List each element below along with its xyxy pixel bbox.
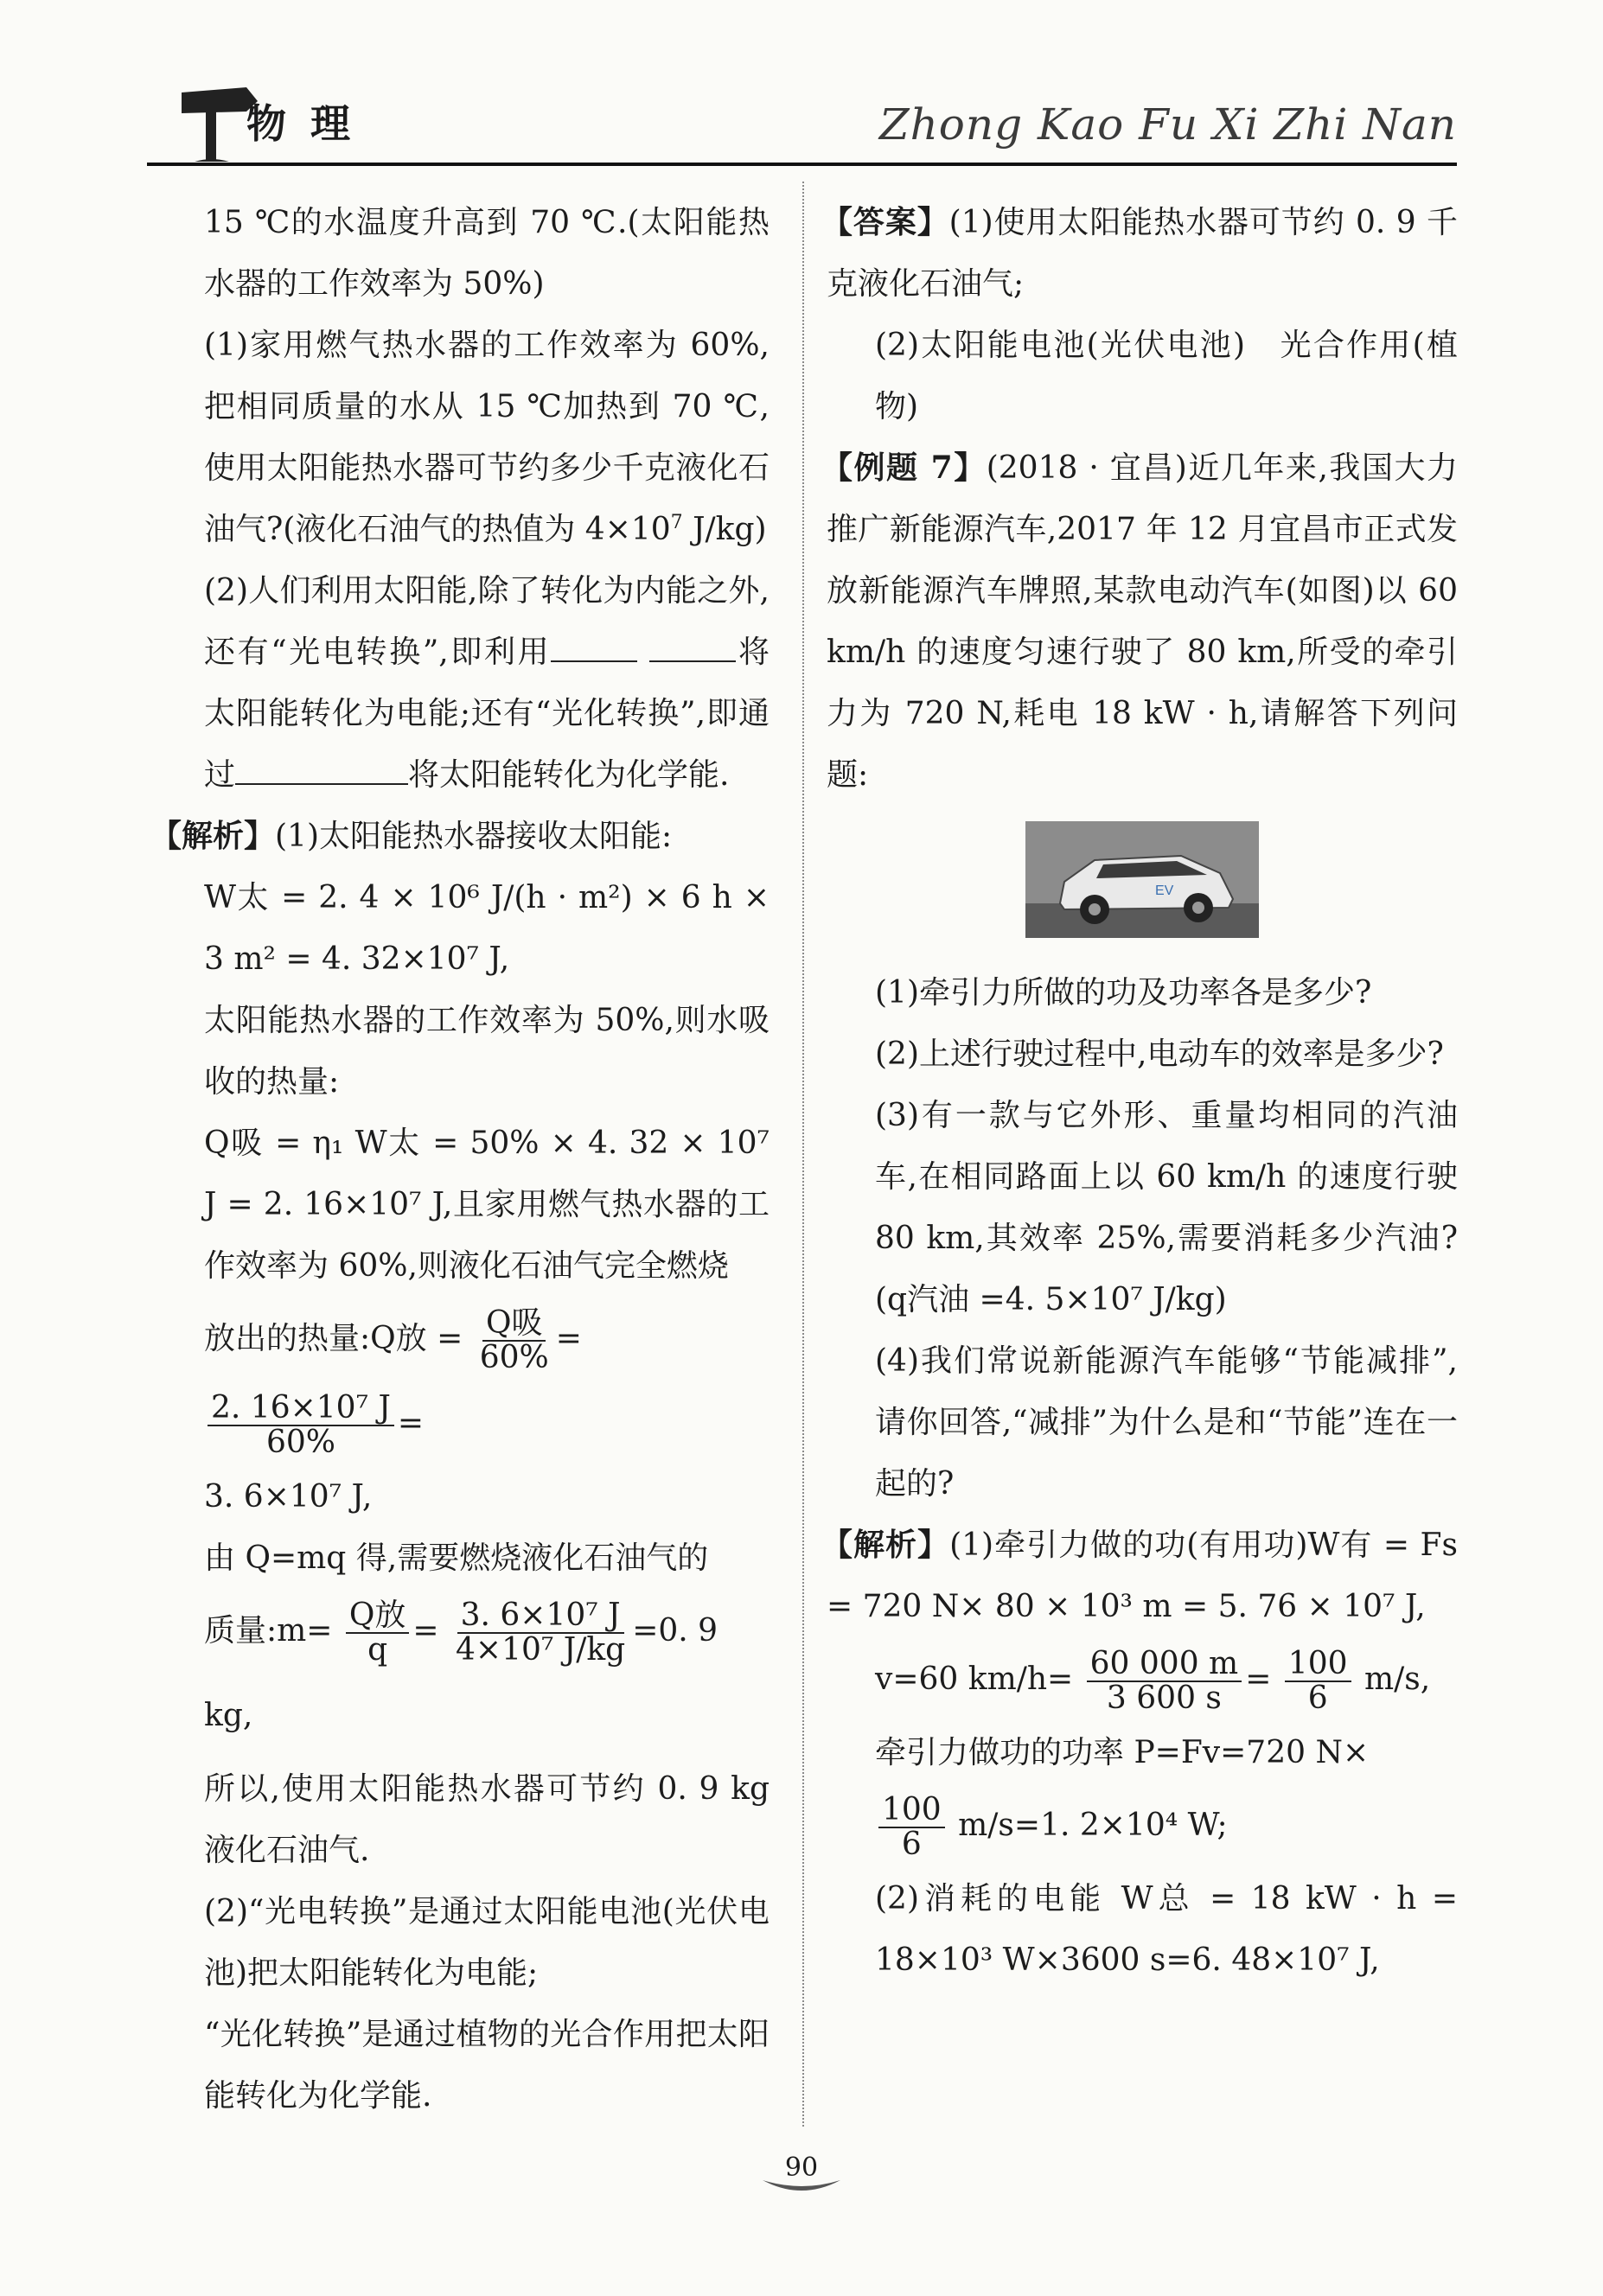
analysis-line: 由 Q=mq 得,需要燃烧液化石油气的 (204, 1540, 709, 1576)
example-question-4: (4)我们常说新能源汽车能够“节能减排”,请你回答,“减排”为什么是和“节能”连在一起的? (875, 1343, 1458, 1502)
example-question-3: (3)有一款与它外形、重量均相同的汽油车,在相同路面上以 60 km/h 的速度行驶 80 km,其效率 25%,需要消耗多少汽油?(q汽油 =4. 5×10⁷ J/kg) (875, 1098, 1458, 1317)
analysis-line: 所以,使用太阳能热水器可节约 0. 9 kg 液化石油气. (204, 1771, 770, 1868)
answer-tag: 【答案】 (821, 204, 949, 240)
analysis-tag: 【解析】 (150, 818, 276, 854)
header-rule (147, 163, 1457, 166)
fraction: $\frac{\text{3. 6×10⁷ J}}{\text{4×10⁷ J/kg}}$ (456, 1598, 626, 1668)
answer-line: (2)太阳能电池(光伏电池) 光合作用(植物) (875, 328, 1458, 424)
page-number: 90 (784, 2152, 819, 2183)
subject-title: 物理 (246, 100, 374, 147)
analysis-line: (2)消耗的电能 W总 = 18 kW · h = 18×10³ W×3600 s=6. 48×10⁷ J, (875, 1881, 1458, 1978)
example-question-1: (1)牵引力所做的功及功率各是多少? (875, 975, 1372, 1011)
car-icon (1025, 821, 1259, 938)
fraction: $\frac{\text{Q吸}}{60\%}$ (479, 1305, 549, 1375)
formula-velocity: v=60 km/h= $\frac{60 000 m}{3 600 s}$ = $\frac{100}{6}$ m/s, (875, 1646, 1431, 1716)
left-column (150, 192, 770, 2127)
column-divider (802, 182, 804, 2127)
formula-heat-released: 放出的热量:Q放 = $\frac{\text{Q吸}}{60\%}$ = $\frac{\text{2. 16×10⁷ J}}{60\%}$ = (204, 1305, 582, 1460)
page-number-ornament-icon (758, 2172, 845, 2197)
analysis-line: 牵引力做功的功率 P=Fv=720 N× (875, 1735, 1370, 1770)
fraction: $\frac{60 000 m}{3 600 s}$ (1087, 1648, 1242, 1715)
car-label: EV (1155, 883, 1174, 898)
formula-mass: 质量:m= $\frac{\text{Q放}}{q}$ = $\frac{\text{3. 6×10⁷ J}}{\text{4×10⁷ J/kg}}$ =0. 9 kg, (204, 1598, 718, 1733)
formula-power: $\frac{100}{6}$ m/s=1. 2×10⁴ W; (827, 1783, 1458, 1868)
example-tag: 【例题 7】 (821, 450, 987, 486)
analysis-line: 太阳能热水器的工作效率为 50%,则水吸收的热量: (204, 1003, 770, 1100)
answer-block: 【答案】(1)使用太阳能热水器可节约 0. 9 千克液化石油气; (821, 204, 1458, 302)
answer-blank (235, 757, 408, 785)
right-column (821, 192, 1458, 1991)
analysis-line: 3. 6×10⁷ J, (204, 1479, 373, 1515)
series-tagline: Zhong Kao Fu Xi Zhi Nan (878, 99, 1457, 150)
question-2: (2)人们利用太阳能,除了转化为内能之外,还有“光电转换”,即利用 将太阳能转化为电能;还有“光化转换”,即通过 将太阳能转化为化学能. (204, 573, 770, 793)
analysis-line: (2)“光电转换”是通过太阳能电池(光伏电池)把太阳能转化为电能; (204, 1894, 770, 1991)
question-1: (1)家用燃气热水器的工作效率为 60%,把相同质量的水从 15 ℃加热到 70 ℃,使用太阳能热水器可节约多少千克液化石油气?(液化石油气的热值为 $4\times 10^7$ J/kg) (204, 328, 770, 547)
page-header (147, 82, 1457, 169)
example-problem: 【例题 7】(2018 · 宜昌)近几年来,我国大力推广新能源汽车,2017 年 12 月宜昌市正式发放新能源汽车牌照,某款电动汽车(如图)以 60 km/h 的速度匀速行驶了 80 km,所受的牵引力为 720 N,耗电 18 kW · h,请解答下列问题: (821, 450, 1458, 793)
analysis-line: “光化转换”是通过植物的光合作用把太阳能转化为化学能. (204, 2017, 770, 2114)
analysis-tag: 【解析】 (821, 1527, 950, 1563)
answer-blank (649, 635, 736, 662)
analysis-block: 【解析】(1)太阳能热水器接收太阳能: (150, 818, 673, 854)
electric-car-photo (1025, 821, 1259, 938)
example-question-2: (2)上述行驶过程中,电动车的效率是多少? (875, 1036, 1444, 1072)
fraction: $\frac{\text{Q放}}{q}$ (346, 1599, 410, 1667)
analysis-line: Q吸 = η₁ W太 = 50% × 4. 32 × 10⁷ J = 2. 16×10⁷ J,且家用燃气热水器的工作效率为 60%,则液化石油气完全燃烧 (204, 1126, 770, 1284)
analysis-line: W太 = 2. 4 × 10⁶ J/(h · m²) × 6 h × 3 m² = 4. 32×10⁷ J, (204, 880, 770, 977)
analysis-block: 【解析】(1)牵引力做的功(有用功)W有 = Fs = 720 N× 80 × 10³ m = 5. 76 × 10⁷ J, (821, 1527, 1458, 1624)
fraction: $\frac{100}{6}$ (1285, 1648, 1351, 1715)
fraction: $\frac{\text{2. 16×10⁷ J}}{60\%}$ (208, 1392, 394, 1459)
problem-text-continued: 15 ℃的水温度升高到 70 ℃.(太阳能热水器的工作效率为 50%) (204, 205, 770, 302)
fraction: $\frac{100}{6}$ (878, 1794, 945, 1861)
answer-blank (551, 635, 637, 662)
